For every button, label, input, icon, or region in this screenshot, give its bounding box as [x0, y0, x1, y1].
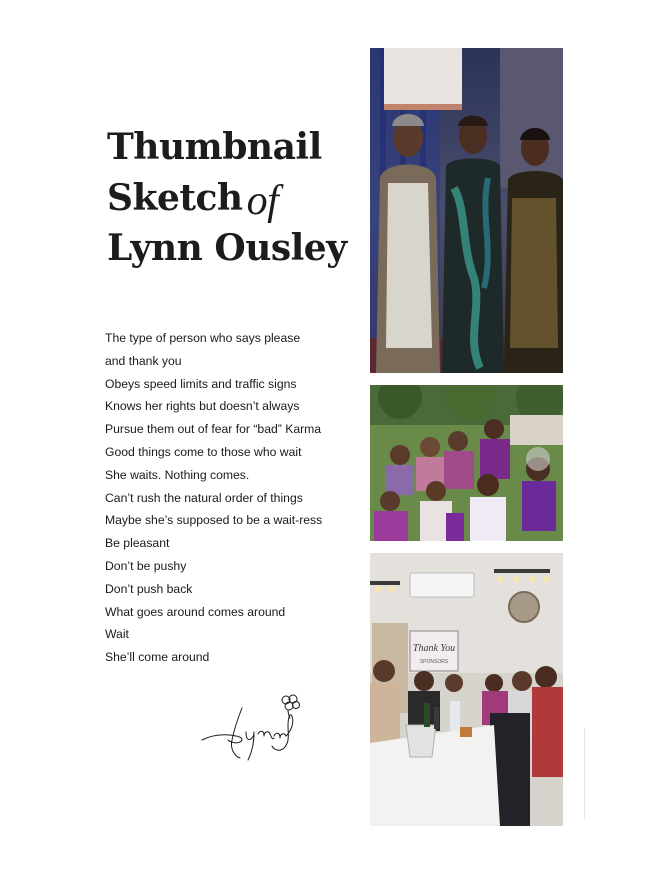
- poem: [105, 327, 355, 669]
- poem-line: She’ll come around: [105, 650, 210, 665]
- page-title: [107, 122, 357, 273]
- title-line-3: Lynn Ousley: [107, 227, 347, 269]
- photo-table-gathering: [370, 553, 563, 826]
- poem-line: and thank you: [105, 353, 182, 368]
- poem-line: Don’t push back: [105, 581, 193, 596]
- title-word-sketch: Sketch: [107, 177, 243, 219]
- signature-drawing: [200, 690, 305, 762]
- thank-you-sign-subtext: SPONSORS: [419, 659, 449, 665]
- poem-line: Maybe she’s supposed to be a wait-ress: [105, 513, 323, 528]
- poem-line: Pursue them out of fear for “bad” Karma: [105, 422, 322, 437]
- poem-line: Be pleasant: [105, 536, 170, 551]
- poem-line: The type of person who says please: [105, 331, 301, 345]
- thank-you-sign-text: Thank You: [412, 643, 456, 654]
- poem-line: Knows her rights but doesn’t always: [105, 399, 300, 414]
- poem-line: Good things come to those who wait: [105, 444, 302, 459]
- poem-line: Don’t be pushy: [105, 558, 187, 573]
- poem-line: Wait: [105, 627, 129, 642]
- title-line-2: [107, 172, 357, 223]
- edge-line: [584, 728, 585, 820]
- photo-three-women: [370, 48, 563, 373]
- photo-group-outdoors: [370, 385, 563, 541]
- title-line-1: Thumbnail: [107, 126, 322, 168]
- poem-line: Obeys speed limits and traffic signs: [105, 376, 297, 391]
- title-word-of: of: [246, 178, 279, 224]
- poem-line: She waits. Nothing comes.: [105, 467, 250, 482]
- poem-line: Can’t rush the natural order of things: [105, 490, 303, 505]
- signature: [200, 690, 305, 762]
- poem-line: What goes around comes around: [105, 604, 286, 619]
